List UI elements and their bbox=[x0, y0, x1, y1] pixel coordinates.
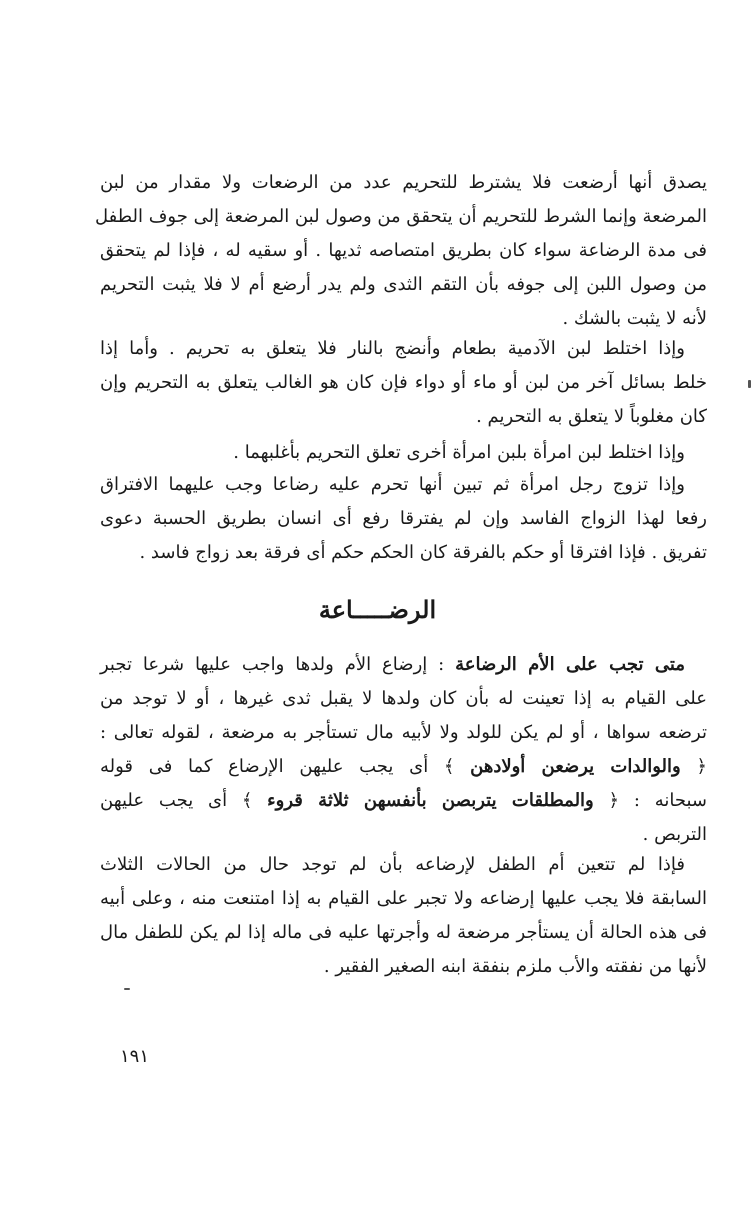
quran-bracket-close: ﴾ bbox=[241, 790, 268, 811]
text-line: لأنها من نفقته والأب ملزم بنفقة ابنه الصغير الفقير . bbox=[323, 956, 707, 977]
text-line: من وصول اللبن إلى جوفه بأن التقم الثدى ولم يدر أرضع أم لا فلا يثبت التحريم bbox=[100, 274, 707, 295]
quran-bracket-close: ﴾ bbox=[443, 756, 471, 777]
text-line: خلط بسائل آخر من لبن أو ماء أو دواء فإن كان هو الغالب يتعلق به التحريم وإن bbox=[100, 372, 707, 393]
text-line bbox=[100, 648, 707, 682]
paragraph-two-women-milk bbox=[100, 436, 707, 470]
text-run: أى يجب عليهن bbox=[100, 790, 242, 811]
paragraph-mixed-milk bbox=[100, 332, 707, 434]
text-run: أى يجب عليهن الإرضاع كما فى قوله bbox=[100, 756, 444, 777]
text-line: رفعا لهذا الزواج الفاسد وإن لم يفترقا رفع أى انسان بطريق الحسبة دعوى bbox=[100, 508, 707, 529]
text-line: تفريق . فإذا افترقا أو حكم بالفرقة كان الحكم حكم أى فرقة بعد زواج فاسد . bbox=[139, 542, 707, 563]
text-run: : إرضاع الأم ولدها واجب عليها شرعا تجبر bbox=[100, 654, 456, 675]
text-line: فى مدة الرضاعة سواء كان بطريق امتصاصه ثديها . أو سقيه له ، فإذا لم يتحقق bbox=[100, 240, 707, 261]
text-line: على القيام به إذا تعينت له بأن كان ولدها لا يقبل ثدى غيرها ، أو لا توجد من bbox=[100, 688, 707, 709]
text-line: السابقة فلا يجب عليها إرضاعه ولا تجبر على القيام به إذا امتنعت منه ، وعلى أبيه bbox=[100, 888, 707, 909]
text-line: وإذا تزوج رجل امرأة ثم تبين أنها تحرم عليه رضاعا وجب عليهما الافتراق bbox=[100, 474, 685, 495]
section-heading: الرضـــــاعة bbox=[318, 595, 437, 624]
text-line bbox=[100, 750, 707, 784]
text-line: المرضعة وإنما الشرط للتحريم أن يتحقق من وصول لبن المرضعة إلى جوف الطفل bbox=[95, 206, 707, 227]
paragraph-milk-condition bbox=[95, 166, 707, 336]
scan-speck bbox=[124, 988, 130, 990]
quran-bracket-open: ﴿ bbox=[593, 790, 620, 811]
text-line: فى هذه الحالة أن يستأجر مرضعة له وأجرتها عليه فى ماله إذا لم يكن للطفل مال bbox=[100, 922, 707, 943]
text-line: كان مغلوباً لا يتعلق به التحريم . bbox=[476, 406, 707, 427]
quran-bracket-open: ﴿ bbox=[680, 756, 707, 777]
quran-verse: والمطلقات يتربصن بأنفسهن ثلاثة قروء bbox=[267, 790, 594, 811]
text-line bbox=[100, 784, 707, 818]
text-line: فإذا لم تتعين أم الطفل لإرضاعه بأن لم توجد حال من الحالات الثلاث bbox=[100, 854, 685, 875]
page-number: ١٩١ bbox=[120, 1046, 150, 1067]
subheading-inline: متى تجب على الأم الرضاعة bbox=[455, 654, 685, 675]
paragraph-mother-obligation bbox=[100, 648, 707, 852]
text-run: سبحانه : bbox=[619, 790, 707, 811]
paragraph-father-obligation bbox=[100, 848, 707, 984]
text-line: يصدق أنها أرضعت فلا يشترط للتحريم عدد من الرضعات ولا مقدار من لبن bbox=[100, 172, 707, 193]
text-line: وإذا اختلط لبن الآدمية بطعام وأنضج بالنار فلا يتعلق به تحريم . وأما إذا bbox=[100, 338, 685, 359]
quran-verse: والوالدات يرضعن أولادهن bbox=[470, 756, 681, 777]
text-line: لأنه لا يثبت بالشك . bbox=[562, 308, 707, 329]
paragraph-invalid-marriage bbox=[100, 468, 707, 570]
scan-speck bbox=[748, 380, 751, 388]
text-line: وإذا اختلط لبن امرأة بلبن امرأة أخرى تعلق التحريم بأغلبهما . bbox=[233, 442, 685, 463]
text-line: التربص . bbox=[642, 824, 707, 845]
text-line: ترضعه سواها ، أو لم يكن للولد ولا لأبيه مال تستأجر به مرضعة ، لقوله تعالى : bbox=[100, 722, 707, 743]
